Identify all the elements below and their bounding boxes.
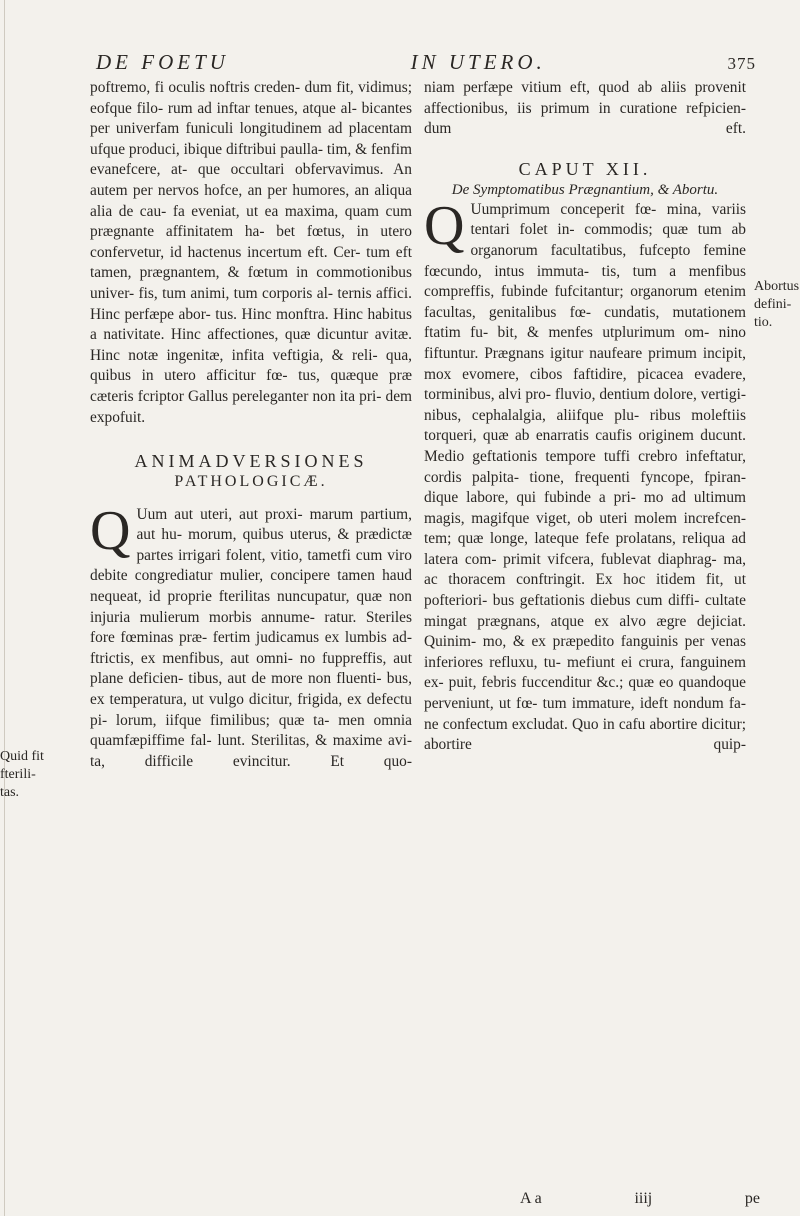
signature-mark: A a: [520, 1190, 542, 1207]
signature-line: [520, 1190, 760, 1208]
left-paragraph-2: Uum aut uteri, aut proxi- marum partium, aut hu- morum, quibus uterus, & prædictæ partes irrigari folent, vitio, tametfi cum viro debite congrediatur mulier, concipere tamen haud nequeat, id proprie fterilitas nuncupatur, quæ non injuria mulierum morbis annume- ratur. Steriles fore fœminas præ- fertim judicamus ex lumbis ad- ftrictis, ex menfibus, aut omni- no fuppreffis, aut plane deficien- tibus, aut de more non fluenti- bus, ex temperatura, ut vulgo dicitur, frigida, ex defectu pi- lorum, iifque fimilibus; quæ ta- men omnia quamfæpiffime fal- lunt. Sterilitas, & maxime avi- ta, difficile evincitur. Et quo-: [90, 505, 412, 770]
left-paragraph-2-block: [90, 499, 412, 773]
running-head: [96, 50, 756, 75]
right-column: [424, 78, 746, 756]
section-heading-line2: PATHOLOGICÆ.: [174, 473, 328, 491]
dropcap-left: Q: [90, 499, 131, 562]
left-paragraph-1: poftremo, fi oculis noftris creden- dum fit, vidimus; eofque filo- rum ad inftar tenues, atque al- bicantes per univerfam funiculi longitudinem ad placentam ufque produci, ibique diftribui paulla- tim, & fenfim evanefcere, at- que occultari obfervavimus. An autem per nervos hofce, an per humores, an aliqua alia de cau- fa eveniat, ut ea maxima, quam cum prægnante affinitatem ha- bet fœtus, in utero confervetur, id hactenus incertum eft. Cer- tum eft tamen, prægnantem, & fœtum in commotionibus univer- fis, tum animi, tum corporis al- ternis affici. Hinc perfæpe abor- tus. Hinc monftra. Hinc habitus a nativitate. Hinc affectiones, quæ dicuntur avitæ. Hinc notæ ingenitæ, infita veftigia, & reli- qua, quibus in utero afficitur fœ- tus, quæque præ cæteris fcriptor Gallus pereleganter non ita pri- dem expofuit.: [90, 79, 412, 426]
margin-note-right: Abortus defini- tio.: [754, 279, 800, 330]
chapter-subtitle: De Symptomatibus Prægnantium, & Abortu.: [451, 181, 719, 198]
right-paragraph-1: niam perfæpe vitium eft, quod ab aliis provenit affectionibus, iis primum in curatione refpicien- dum eft.: [424, 79, 746, 138]
running-head-right: IN UTERO.: [410, 50, 546, 74]
dropcap-right: Q: [424, 194, 465, 257]
running-head-left: DE FOETU: [96, 50, 229, 74]
section-heading-line1: ANIMADVERSIONES: [134, 451, 368, 472]
page-number: 375: [727, 54, 756, 73]
right-paragraph-2: Uumprimum conceperit fœ- mina, variis tentari folet in- commodis; quæ tum ab organorum facultatibus, fufcepto femine fœcundo, intus immuta- tis, tum a menfibus compreffis, fubinde fufcitantur; organorum etenim facultas, genitalibus fœ- cundatis, mutationem ftatim fu- bit, & menfes utplurimum om- nino fiftuntur. Prægnans igitur naufeare primum incipit, mox evomere, cibos faftidire, picacea evadere, torminibus, alvi pro- fluvio, dentium dolore, vertigi- nibus, cephalalgia, aliifque plu- ribus moleftiis torqueri, quæ ab enarratis caufis originem ducunt. Medio geftationis tempore tuffi crebro infeftatur, cordis palpita- tione, frequenti fyncope, fpiran- dique labore, qui fubinde a pri- mo ad ultimum magis, magifque viget, ob uteri molem increfcen- tem; quæ longe, lateque fefe prolatans, reliqua ad latera com- primit vifcera, fublevat diaphrag- ma, ac thoracem conftringit. Ex hoc itidem fit, ut pofteriori- bus geftationis diebus cum diffi- cultate mingat prægnans, atque ex alvo ægre dejiciat. Quinim- mo, & ex præpedito fanguinis per venas inferiores refluxu, tu- mefiunt ei crura, fanguinem ex- puit, febris fuccenditur &c.; quæ eo quandoque perveniunt, ut fœ- tum immature, ideft nondum fa- ne confectum excludat. Quo in cafu abortire dicitur; abortire quip-: [424, 200, 746, 754]
margin-note-left: Quid fit fterili- tas.: [0, 749, 44, 800]
catchword: pe: [744, 1190, 760, 1207]
left-column: [90, 78, 412, 772]
page-edge-line: [4, 0, 5, 1216]
signature-sub: iiij: [634, 1190, 653, 1207]
right-paragraph-2-block: [424, 194, 746, 756]
chapter-heading: CAPUT XII.: [518, 158, 652, 179]
